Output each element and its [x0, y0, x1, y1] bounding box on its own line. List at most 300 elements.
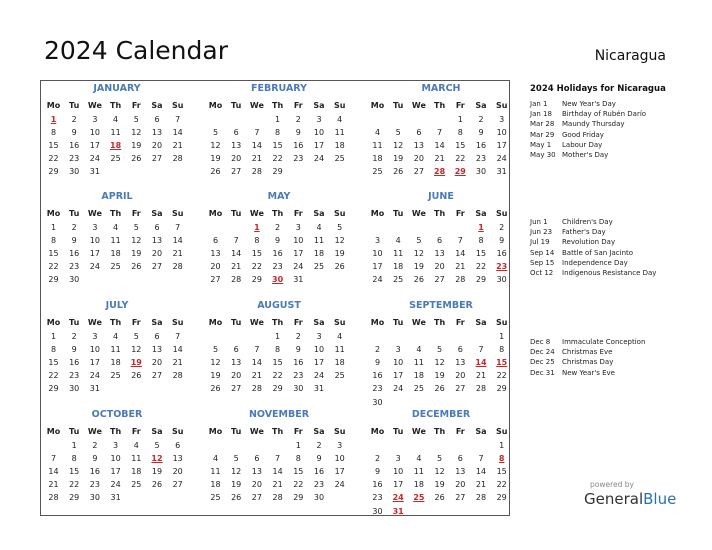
day-cell: 22: [272, 154, 283, 164]
day-cell: 3: [499, 115, 505, 124]
day-cell: 10: [393, 358, 404, 368]
day-cell: 4: [337, 332, 343, 341]
day-cell: 24: [496, 154, 507, 164]
day-cell: 19: [434, 480, 445, 490]
day-cell: 27: [210, 275, 221, 285]
day-cell: 6: [233, 128, 239, 138]
weekday-header: Fr: [293, 209, 303, 218]
day-cell: 12: [131, 236, 142, 246]
day-cell: 11: [334, 345, 345, 355]
day-cell: 17: [334, 467, 345, 477]
weekday-header: Fr: [293, 318, 303, 327]
weekday-header: We: [411, 427, 426, 436]
day-cell: 28: [231, 275, 242, 285]
weekday-header: Sa: [151, 318, 163, 327]
holiday-entry: [530, 131, 604, 139]
day-cell: 17: [496, 141, 507, 151]
day-cell: 26: [151, 480, 163, 490]
day-cell: 12: [434, 358, 445, 368]
day-cell: 7: [175, 115, 181, 124]
day-cell: 1: [457, 115, 463, 124]
day-cell: 20: [434, 262, 445, 272]
day-cell: 24: [334, 480, 345, 490]
weekday-header: Sa: [475, 101, 487, 110]
holiday-day: 24: [392, 493, 404, 503]
day-cell: 4: [374, 128, 381, 138]
day-cell: 30: [475, 167, 487, 177]
weekday-header: We: [411, 318, 426, 327]
day-cell: 23: [313, 480, 325, 490]
day-cell: 2: [295, 115, 301, 124]
day-cell: 27: [172, 480, 183, 490]
holiday-name: Children's Day: [562, 218, 613, 226]
day-cell: 5: [133, 223, 139, 232]
day-cell: 12: [434, 467, 445, 477]
day-cell: 4: [113, 332, 119, 341]
day-cell: 5: [437, 345, 443, 355]
holiday-day: 1: [50, 115, 57, 124]
holiday-name: New Year's Day: [562, 100, 616, 108]
day-cell: 7: [478, 454, 484, 464]
day-cell: 6: [175, 441, 181, 450]
day-cell: 12: [210, 358, 221, 368]
day-cell: 16: [475, 141, 487, 151]
holiday-name: Maundy Thursday: [562, 120, 625, 129]
day-cell: 2: [92, 441, 98, 450]
month-name: FEBRUARY: [251, 83, 307, 94]
day-cell: 22: [48, 371, 59, 381]
day-cell: 9: [295, 128, 301, 138]
day-cell: 27: [231, 167, 242, 177]
month-name: JUNE: [428, 191, 454, 202]
holiday-date: Dec 8: [530, 338, 551, 346]
day-cell: 21: [272, 480, 283, 490]
day-cell: 9: [71, 128, 77, 138]
day-cell: 8: [50, 236, 57, 246]
holiday-name: Battle of San Jacinto: [562, 248, 634, 257]
weekday-header: Sa: [151, 427, 163, 436]
holiday-entry: [530, 249, 633, 257]
weekday-header: We: [249, 427, 264, 436]
weekday-header: Fr: [455, 209, 465, 218]
day-cell: 23: [69, 154, 80, 164]
day-cell: 4: [316, 223, 322, 232]
day-cell: 9: [295, 345, 301, 355]
holiday-name: Independence Day: [562, 258, 628, 267]
weekday-header: Sa: [313, 209, 325, 218]
day-cell: 28: [172, 154, 183, 164]
day-cell: 18: [372, 154, 383, 164]
day-cell: 14: [434, 141, 445, 151]
day-cell: 8: [50, 345, 57, 355]
day-cell: 25: [131, 480, 142, 490]
day-cell: 30: [69, 275, 80, 285]
day-cell: 22: [293, 480, 304, 490]
day-cell: 7: [437, 128, 443, 138]
day-cell: 30: [313, 493, 325, 503]
day-cell: 29: [475, 275, 487, 285]
day-cell: 24: [293, 262, 304, 272]
weekday-header: Tu: [69, 101, 80, 110]
day-cell: 13: [231, 358, 242, 368]
weekday-header: Tu: [393, 427, 404, 436]
day-cell: 21: [251, 371, 262, 381]
day-cell: 31: [313, 384, 325, 394]
weekday-header: Tu: [69, 209, 80, 218]
day-cell: 7: [233, 236, 239, 246]
holiday-day: 12: [151, 454, 163, 464]
day-cell: 8: [254, 236, 260, 246]
holiday-entry: [530, 100, 616, 108]
day-cell: 17: [393, 480, 404, 490]
day-cell: 18: [110, 249, 121, 259]
holiday-date: Jun 23: [530, 228, 553, 237]
day-cell: 19: [334, 249, 345, 259]
holiday-day: 31: [392, 506, 404, 516]
day-cell: 5: [233, 454, 239, 464]
day-cell: 30: [372, 397, 383, 407]
day-cell: 1: [295, 441, 301, 450]
day-cell: 9: [374, 358, 381, 368]
day-cell: 19: [210, 154, 221, 164]
month-name: JANUARY: [93, 83, 141, 94]
day-cell: 17: [313, 141, 325, 151]
day-cell: 10: [372, 249, 383, 259]
day-cell: 7: [175, 223, 181, 232]
day-cell: 23: [89, 480, 100, 490]
day-cell: 14: [172, 128, 183, 138]
day-cell: 26: [210, 167, 221, 177]
day-cell: 21: [231, 262, 242, 272]
day-cell: 6: [154, 332, 160, 341]
day-cell: 19: [131, 249, 142, 259]
calendar-grid: [40, 80, 510, 516]
month-name: DECEMBER: [411, 409, 471, 420]
weekday-header: Fr: [293, 427, 303, 436]
day-cell: 5: [337, 223, 343, 232]
day-cell: 19: [393, 154, 404, 164]
day-cell: 13: [434, 249, 445, 259]
day-cell: 14: [455, 249, 466, 259]
day-cell: 5: [395, 128, 401, 138]
day-cell: 11: [110, 128, 121, 138]
day-cell: 13: [151, 345, 163, 355]
day-cell: 27: [434, 275, 445, 285]
day-cell: 11: [372, 141, 383, 151]
day-cell: 21: [172, 141, 183, 151]
weekday-header: Su: [171, 101, 184, 110]
day-cell: 29: [293, 493, 304, 503]
day-cell: 31: [89, 167, 100, 177]
day-cell: 4: [212, 454, 219, 464]
weekday-header: Mo: [46, 209, 61, 218]
day-cell: 28: [172, 371, 183, 381]
day-cell: 2: [71, 115, 77, 124]
day-cell: 22: [496, 371, 507, 381]
holiday-date: Dec 31: [530, 368, 555, 377]
month-name: MAY: [267, 191, 291, 202]
holiday-name: Indigenous Resistance Day: [562, 269, 657, 277]
day-cell: 20: [251, 480, 262, 490]
weekday-header: Mo: [370, 318, 385, 327]
day-cell: 22: [48, 154, 59, 164]
day-cell: 3: [113, 441, 119, 450]
day-cell: 1: [50, 332, 57, 341]
day-cell: 15: [455, 141, 466, 151]
weekday-header: Sa: [313, 427, 325, 436]
holiday-date: Dec 24: [530, 348, 555, 357]
day-cell: 20: [455, 371, 466, 381]
weekday-header: Th: [110, 101, 122, 110]
day-cell: 9: [92, 454, 98, 464]
day-cell: 1: [275, 332, 281, 341]
day-cell: 29: [48, 275, 59, 285]
day-cell: 26: [210, 384, 221, 394]
day-cell: 21: [455, 262, 466, 272]
day-cell: 27: [151, 371, 163, 381]
day-cell: 23: [69, 262, 80, 272]
day-cell: 11: [334, 128, 345, 138]
day-cell: 15: [48, 249, 59, 259]
day-cell: 26: [413, 275, 424, 285]
day-cell: 25: [334, 371, 345, 381]
holiday-name: Christmas Eve: [562, 348, 613, 357]
day-cell: 24: [110, 480, 121, 490]
month-name: SEPTEMBER: [409, 300, 473, 311]
weekday-header: Mo: [370, 209, 385, 218]
day-cell: 2: [275, 223, 281, 232]
day-cell: 21: [48, 480, 59, 490]
weekday-header: Fr: [293, 101, 303, 110]
day-cell: 29: [272, 384, 283, 394]
day-cell: 3: [395, 454, 401, 464]
weekday-header: Tu: [69, 427, 80, 436]
weekday-header: Fr: [131, 101, 141, 110]
day-cell: 3: [316, 332, 322, 341]
day-cell: 6: [154, 115, 160, 124]
day-cell: 14: [251, 141, 262, 151]
day-cell: 10: [89, 345, 100, 355]
day-cell: 11: [110, 345, 121, 355]
day-cell: 23: [293, 371, 304, 381]
day-cell: 8: [295, 454, 301, 464]
weekday-header: Mo: [370, 101, 385, 110]
day-cell: 30: [496, 275, 507, 285]
day-cell: 5: [133, 115, 139, 124]
holiday-date: Oct 12: [530, 269, 554, 277]
day-cell: 18: [210, 480, 221, 490]
holiday-entry: [530, 110, 646, 118]
day-cell: 5: [437, 454, 443, 464]
day-cell: 15: [293, 467, 304, 477]
day-cell: 27: [151, 262, 163, 272]
day-cell: 28: [48, 493, 59, 503]
day-cell: 21: [475, 371, 487, 381]
weekday-header: Su: [495, 318, 508, 327]
country-name: Nicaragua: [594, 48, 666, 64]
weekday-header: We: [87, 318, 102, 327]
weekday-header: Su: [495, 209, 508, 218]
weekday-header: We: [87, 427, 102, 436]
weekday-header: Sa: [475, 427, 487, 436]
day-cell: 25: [413, 384, 424, 394]
day-cell: 29: [48, 384, 59, 394]
day-cell: 28: [172, 262, 183, 272]
day-cell: 10: [89, 128, 100, 138]
day-cell: 23: [293, 154, 304, 164]
holiday-day: 25: [413, 493, 425, 503]
day-cell: 24: [89, 371, 100, 381]
day-cell: 15: [69, 467, 80, 477]
day-cell: 3: [295, 223, 301, 232]
day-cell: 29: [48, 167, 59, 177]
holiday-day: 8: [498, 454, 505, 464]
weekday-header: Sa: [475, 209, 487, 218]
day-cell: 9: [71, 345, 77, 355]
day-cell: 22: [69, 480, 80, 490]
day-cell: 16: [69, 358, 80, 368]
day-cell: 23: [372, 493, 383, 503]
weekday-header: We: [411, 101, 426, 110]
weekday-header: Mo: [46, 318, 61, 327]
weekday-header: Su: [495, 101, 508, 110]
day-cell: 31: [110, 493, 121, 503]
day-cell: 6: [154, 223, 160, 232]
weekday-header: We: [249, 101, 264, 110]
day-cell: 13: [151, 236, 163, 246]
weekday-header: Fr: [131, 427, 141, 436]
day-cell: 1: [275, 115, 281, 124]
holiday-day: 1: [254, 223, 260, 232]
day-cell: 25: [372, 167, 383, 177]
weekday-header: Fr: [455, 318, 465, 327]
holiday-day: 14: [475, 358, 487, 368]
day-cell: 7: [50, 454, 57, 464]
weekday-header: Mo: [208, 318, 223, 327]
day-cell: 10: [110, 454, 121, 464]
day-cell: 3: [374, 236, 381, 246]
day-cell: 16: [293, 141, 304, 151]
day-cell: 9: [499, 236, 505, 246]
holiday-date: Jan 1: [530, 100, 548, 108]
day-cell: 2: [71, 332, 77, 341]
weekday-header: Tu: [231, 209, 242, 218]
holiday-name: Father's Day: [562, 228, 606, 237]
weekday-header: Fr: [455, 101, 465, 110]
weekday-header: Fr: [455, 427, 465, 436]
weekday-header: Sa: [475, 318, 487, 327]
day-cell: 24: [89, 262, 100, 272]
day-cell: 29: [69, 493, 80, 503]
holiday-entry: [530, 338, 645, 346]
weekday-header: Mo: [208, 427, 223, 436]
day-cell: 16: [313, 467, 325, 477]
day-cell: 26: [131, 371, 142, 381]
day-cell: 5: [212, 128, 219, 138]
day-cell: 13: [455, 467, 466, 477]
day-cell: 18: [413, 480, 424, 490]
day-cell: 19: [434, 371, 445, 381]
day-cell: 27: [231, 384, 242, 394]
day-cell: 26: [393, 167, 404, 177]
day-cell: 7: [175, 332, 181, 341]
day-cell: 8: [275, 128, 281, 138]
day-cell: 4: [416, 454, 422, 464]
day-cell: 9: [478, 128, 484, 138]
day-cell: 10: [496, 128, 507, 138]
day-cell: 21: [172, 249, 183, 259]
day-cell: 12: [413, 249, 424, 259]
holiday-entry: [530, 218, 613, 226]
weekday-header: Th: [272, 427, 284, 436]
day-cell: 26: [131, 262, 142, 272]
day-cell: 23: [475, 154, 487, 164]
day-cell: 30: [69, 384, 80, 394]
weekday-header: Su: [495, 427, 508, 436]
day-cell: 26: [334, 262, 345, 272]
day-cell: 3: [92, 115, 98, 124]
day-cell: 20: [210, 262, 221, 272]
page-title: 2024 Calendar: [44, 36, 228, 65]
day-cell: 4: [133, 441, 139, 450]
day-cell: 16: [89, 467, 100, 477]
day-cell: 24: [313, 371, 325, 381]
weekday-header: Th: [434, 427, 446, 436]
weekday-header: Su: [333, 427, 346, 436]
day-cell: 17: [89, 249, 100, 259]
day-cell: 3: [395, 345, 401, 355]
weekday-header: Th: [110, 209, 122, 218]
day-cell: 23: [372, 384, 383, 394]
weekday-header: Fr: [131, 209, 141, 218]
day-cell: 16: [69, 141, 80, 151]
day-cell: 8: [275, 345, 281, 355]
day-cell: 25: [313, 262, 325, 272]
day-cell: 18: [110, 358, 121, 368]
month-name: MARCH: [421, 83, 461, 94]
day-cell: 28: [475, 384, 487, 394]
day-cell: 2: [374, 345, 381, 355]
holiday-name: New Year's Eve: [562, 368, 615, 377]
day-cell: 3: [92, 223, 98, 232]
day-cell: 4: [395, 236, 401, 246]
day-cell: 2: [374, 454, 381, 464]
weekday-header: Sa: [151, 101, 163, 110]
day-cell: 26: [434, 493, 445, 503]
weekday-header: Sa: [313, 101, 325, 110]
weekday-header: Th: [434, 209, 446, 218]
day-cell: 6: [457, 454, 463, 464]
weekday-header: Mo: [370, 427, 385, 436]
day-cell: 17: [372, 262, 383, 272]
day-cell: 12: [210, 141, 221, 151]
day-cell: 1: [71, 441, 77, 450]
day-cell: 3: [92, 332, 98, 341]
brand-part-blue: Blue: [643, 490, 677, 508]
holiday-entry: [530, 358, 613, 366]
day-cell: 25: [110, 262, 121, 272]
day-cell: 19: [413, 262, 424, 272]
day-cell: 2: [71, 223, 77, 232]
day-cell: 23: [69, 371, 80, 381]
brand-logo[interactable]: [584, 490, 676, 508]
day-cell: 30: [372, 506, 383, 516]
day-cell: 13: [210, 249, 221, 259]
day-cell: 28: [272, 493, 283, 503]
day-cell: 31: [293, 275, 304, 285]
brand-part-general: General: [584, 490, 644, 508]
day-cell: 13: [231, 141, 242, 151]
